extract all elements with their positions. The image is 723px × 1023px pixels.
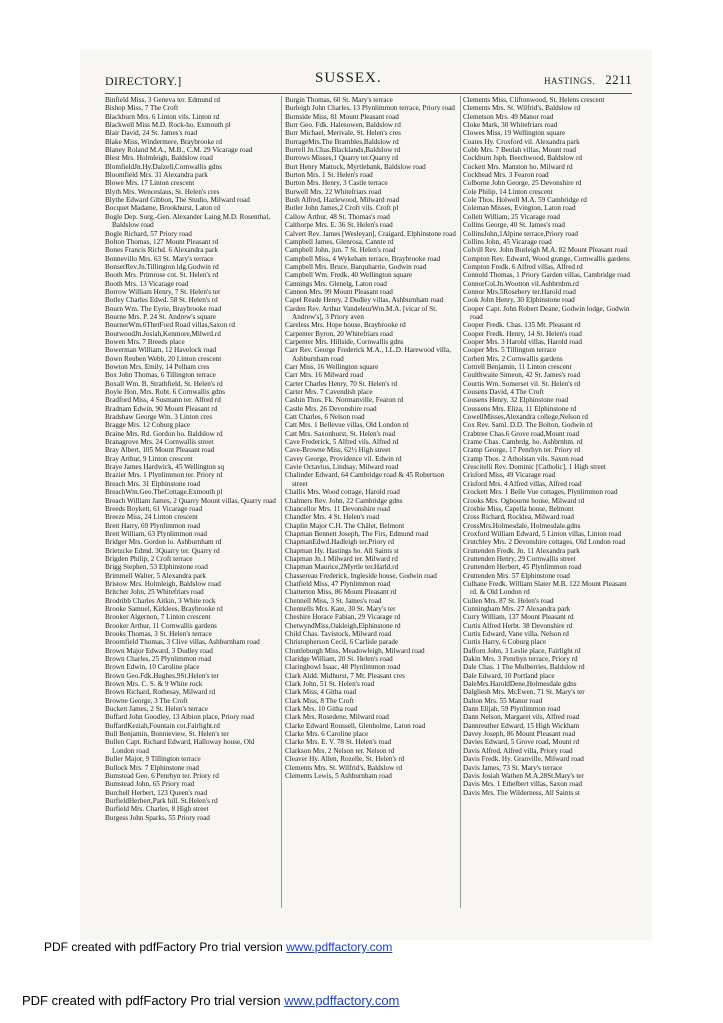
directory-entry: Bristow Mrs. Holmleigh, Baldslow road bbox=[105, 579, 221, 588]
directory-entry: Bown Reuben Webb, 20 Linton crescent bbox=[105, 354, 222, 363]
directory-entry: Chapman Bennett Joseph, The Firs, Edmund road bbox=[285, 529, 429, 538]
directory-entry: Brown Charles, 25 Plynlimmon road bbox=[105, 655, 212, 664]
directory-entry: Bogle Richard, 57 Priory road bbox=[105, 229, 192, 238]
directory-entry: Carr Miss, 16 Wellington square bbox=[285, 363, 379, 371]
directory-entry: Burrell Jn.Chas.Blacklands,Baldslow rd bbox=[285, 146, 401, 155]
directory-entry: BoutwoodJn.Josiah,Kenmore,Milwrd.rd bbox=[105, 329, 221, 338]
directory-entry: Burton Mrs. 1 St. Helen's road bbox=[285, 171, 373, 180]
directory-entry: Child Chas. Tavistock, Milward road bbox=[285, 630, 392, 638]
directory-entry: Dann Elijah, 59 Plynlimmon road bbox=[463, 705, 561, 714]
directory-entry: Bumstead Geo. 6 Penrhyn ter. Priory rd bbox=[105, 771, 219, 780]
directory-entry: Burt Henry Mattock, Myrtlebank, Baldslow road bbox=[285, 162, 426, 171]
directory-entry: Challis Mrs. Wood cottage, Harold road bbox=[285, 488, 400, 497]
directory-entry: Collins George, 40 St. James's road bbox=[463, 221, 565, 230]
directory-entry: Burgess John Sparks, 55 Priory road bbox=[105, 813, 210, 822]
page-header bbox=[105, 70, 632, 92]
directory-entry: CowellMisses,Alexandra college,Nelson rd bbox=[463, 413, 588, 422]
directory-entry: Boxall Wm. B. Strathfield, St. Helen's rd bbox=[105, 379, 223, 388]
directory-entry: Burr Geo. Fdk. Halesowen, Baldslow rd bbox=[285, 121, 401, 130]
directory-entry: BournerWm.6ThetFord Road villas,Saxon rd bbox=[105, 321, 235, 330]
directory-entry: Browne George, 3 The Croft bbox=[105, 696, 188, 705]
directory-entry: Burton Mrs. Henry, 3 Castle terrace bbox=[285, 179, 388, 188]
directory-entry: Bones Francis Richd. 6 Alexandra park bbox=[105, 246, 218, 255]
directory-entry: Davis James, 73 St. Mary's terrace bbox=[463, 763, 563, 772]
directory-entry: Dannreuther Edward, 15 High Wickham bbox=[463, 721, 580, 730]
directory-entry: Cannon Mrs. 99 Mount Pleasant road bbox=[285, 287, 393, 296]
directory-entry: Collins John, 45 Vicarage road bbox=[463, 237, 552, 246]
directory-entry: Bowton Mrs. Emily, 14 Pelham cres bbox=[105, 363, 210, 371]
directory-entry: Campbell James, Glenrosa, Cannte rd bbox=[285, 237, 394, 246]
directory-entry: BreachWm.Geo.TheCottage.Exmouth pl bbox=[105, 488, 223, 497]
header-rule bbox=[105, 93, 632, 94]
directory-entry: Bourne Mrs. P. 24 St. Andrew's square bbox=[105, 312, 216, 321]
directory-entry: Blest Mrs. Holmleigh, Baldslow road bbox=[105, 154, 213, 163]
header-town-label: HASTINGS. bbox=[544, 76, 596, 86]
directory-entry: Bray Arthur, 9 Linton crescent bbox=[105, 454, 193, 463]
directory-entry: Blackwell Miss M.D. Rock-ho. Exmouth pl bbox=[105, 121, 231, 130]
directory-entry: Chassereau Frederick, Ingleside house, Godwin road bbox=[285, 571, 437, 580]
directory-entry: Bradshaw George Wm. 3 Linton cres bbox=[105, 413, 213, 422]
directory-entry: Clements Mrs. St. Wilfrid's, Baldslow rd bbox=[285, 763, 403, 772]
directory-entry: Bull Benjamin, Bonnieview, St. Helen's ter bbox=[105, 730, 229, 739]
directory-entry: Cooper Mrs. 5 Tillington terrace bbox=[463, 346, 557, 355]
directory-entry: Davis Alfred, Alfred villa, Priory road bbox=[463, 746, 573, 755]
directory-entry: Colvill Rev. John Burleigh M.A. 82 Mount Pleasant road bbox=[463, 246, 628, 255]
directory-entry: Brett William, 63 Plynlimmon road bbox=[105, 529, 207, 538]
directory-entry: Burleigh John Charles, 13 Plynlimmon terrace, Priory road bbox=[285, 104, 455, 113]
scanned-page bbox=[80, 50, 652, 940]
directory-entry: Britcher John, 25 Whitefriars road bbox=[105, 588, 204, 597]
directory-entry: Connold Thomas, 1 Priory Garden villas, Cambridge road bbox=[463, 271, 630, 280]
directory-entry: Blyth Mrs. Wenceslaus, St. Helen's cres bbox=[105, 187, 220, 196]
directory-entry: Crutchley Mrs. 2 Devonshire cottages, Old London road bbox=[463, 538, 626, 547]
directory-entry: Bowen Mrs. 7 Breeds place bbox=[105, 337, 185, 346]
directory-entry: Dale Chas. 1 The Mulberries, Baldslow rd bbox=[463, 663, 585, 672]
directory-entry: Dale Edward, 10 Portland place bbox=[463, 671, 555, 680]
directory-entry: Connor Mrs.5Rosebery ter.Harold road bbox=[463, 287, 576, 296]
directory-entry: Cavey George, Providence vil. Edwin rd bbox=[285, 454, 402, 463]
directory-entry: Burr Michael, Merivale, St. Helen's cres bbox=[285, 129, 401, 138]
directory-entry: Dalton Mrs. 55 Manor road bbox=[463, 696, 543, 705]
pdf-watermark-inner bbox=[44, 940, 392, 954]
directory-entry: Bolton Thomas, 127 Mount Pleasant rd bbox=[105, 237, 219, 246]
directory-entry: Brimmell Walter, 5 Alexandra park bbox=[105, 571, 206, 580]
directory-entry: Campbell Mrs. Bruce, Barquharrie, Godwin road bbox=[285, 262, 427, 271]
directory-entry: Curtis Harry, 6 Coburg place bbox=[463, 638, 547, 647]
column-divider bbox=[281, 96, 282, 908]
directory-entry: Chalinder Edward, 64 Cambridge road & 45 Robertson street bbox=[285, 471, 445, 488]
directory-entry: Cruttenden Mrs. 57 Elphinstone road bbox=[463, 571, 570, 580]
directory-entry: Bush Alfred, Hazlewood, Milward road bbox=[285, 196, 400, 205]
directory-entry: Chandler Mrs. 4 St. Helen's road bbox=[285, 513, 380, 522]
directory-entry: Blythe Edward Gibbon, The Studio, Milward road bbox=[105, 196, 250, 205]
directory-entry: Cramp George, 17 Penrhyn ter. Priory rd bbox=[463, 446, 581, 455]
directory-entry: Breeze Miss, 24 Linton crescent bbox=[105, 513, 198, 522]
directory-entry: Brown Edwin, 10 Caroline place bbox=[105, 663, 200, 672]
directory-entry: Cottrell Benjamin, 11 Linton crescent bbox=[463, 363, 572, 371]
directory-entry: Brooks Thomas, 3 St. Helen's terrace bbox=[105, 630, 212, 638]
directory-entry: Davey Joseph, 86 Mount Pleasant road bbox=[463, 730, 576, 739]
directory-entry: Cobb Mrs. 7 Beulah villas, Mount road bbox=[463, 146, 576, 155]
directory-entry: Cloke Mark, 30 Whitefriars road bbox=[463, 121, 558, 130]
directory-entry: Cole Philip, 14 Linton crescent bbox=[463, 187, 553, 196]
directory-entry: Coleman Misses, Evington, Laton road bbox=[463, 204, 576, 213]
directory-entry: Brown Mrs. C. S. & 9 White rock bbox=[105, 680, 203, 689]
directory-entry: Curtis Edward, Vane villa, Nelson rd bbox=[463, 630, 569, 638]
directory-entry: Breach Mrs. 31 Elphinstone road bbox=[105, 479, 201, 488]
watermark-link[interactable]: www.pdffactory.com bbox=[284, 993, 400, 1008]
directory-entry: Cramp Thos. 2 Atholstan vils. Saxon road bbox=[463, 454, 584, 463]
directory-entry: Bridger Mrs. Gordon lo. Ashburnham rd bbox=[105, 538, 222, 547]
directory-entry: Brown Major Edward, 3 Dudley road bbox=[105, 646, 213, 655]
directory-entry: Clarke Edward Roussell, Glenholme, Laton road bbox=[285, 721, 426, 730]
directory-entry: Calthorpe Mrs. E. 36 St. Helen's road bbox=[285, 221, 393, 230]
directory-entry: Blowe Mrs. 17 Linton crescent bbox=[105, 179, 195, 188]
directory-entry: Chatterton Miss, 86 Mount Pleasant rd bbox=[285, 588, 397, 597]
directory-entry: Davis Mrs. The Wilderness, All Saints st bbox=[463, 788, 580, 797]
directory-entry: Booth Mrs. Primrose cot. St. Helen's rd bbox=[105, 271, 219, 280]
directory-entry: Castle Mrs. 26 Devonshire road bbox=[285, 404, 377, 413]
directory-entry: Broomfield Thomas, 3 Clive villas, Ashburnham road bbox=[105, 638, 260, 647]
directory-entry: Culhane Fredk. William Slater M.B. 122 Mount Pleasant rd. & Old London rd bbox=[463, 579, 627, 597]
directory-entry: Bullen Capt. Richard Edward, Halloway house, Old London road bbox=[105, 738, 255, 755]
directory-entry: Burchell Herbert, 123 Queen's road bbox=[105, 788, 208, 797]
watermark-text: PDF created with pdfFactory Pro trial version bbox=[44, 940, 287, 954]
directory-entry: Clark Aldd. Midhurst, 7 Mt. Pleasant cres bbox=[285, 671, 405, 680]
directory-entry: Chennell Miss, 3 St. James's road bbox=[285, 596, 382, 605]
directory-entry: Compton Rev. Edward, Wood grange, Cornwallis gardens bbox=[463, 254, 630, 263]
directory-entry: Breach William James, 2 Quarry Mount villas, Quarry road bbox=[105, 496, 276, 505]
directory-entry: Chapman Hy. Hastings ho. All Saints st bbox=[285, 546, 399, 555]
directory-entry: Colborne John George, 25 Devonshire rd bbox=[463, 179, 582, 188]
directory-entry: Corbett Mrs. 2 Cornwallis gardens bbox=[463, 354, 563, 363]
directory-entry: Booth Mrs. 13 Vicarage road bbox=[105, 279, 189, 288]
directory-entry: Bowerman William, 12 Havelock road bbox=[105, 346, 217, 355]
directory-entry: Cooper Fredk. Chas. 135 Mt. Pleasant rd bbox=[463, 321, 581, 330]
directory-entry: Claridge William, 20 St. Helen's road bbox=[285, 655, 393, 664]
directory-entry: Blair David, 24 St. James's road bbox=[105, 129, 198, 138]
directory-entry: Bullock Mrs. 7 Elphinstone road bbox=[105, 763, 200, 772]
directory-entry: Bourn Wm. The Eyrie, Braybrooke road bbox=[105, 304, 222, 313]
directory-entry: Crescitelli Rev. Dominic [Catholic], 1 High street bbox=[463, 463, 606, 472]
directory-entry: Clark Mrs. Rosedene, Milward road bbox=[285, 713, 389, 722]
directory-entry: Calvert Rev. James [Wesleyan], Craigard, Elphinstone road bbox=[285, 229, 456, 238]
directory-entry: Cullen Mrs. 87 St. Helen's road bbox=[463, 596, 554, 605]
directory-entry: Crisford Miss, 49 Vicarage road bbox=[463, 471, 556, 480]
directory-entry: Bradnam Edwin, 90 Mount Pleasant rd bbox=[105, 404, 218, 413]
header-right bbox=[544, 72, 632, 88]
directory-entry: Braye James Hardwick, 45 Wellington sq bbox=[105, 463, 225, 472]
directory-entry: CollinsJohn,1Alpine terrace,Priory road bbox=[463, 229, 578, 238]
directory-entry: Clements Mrs. St. Wilfrid's, Baldslow rd bbox=[463, 104, 581, 113]
directory-entry: BuffardKeziah,Fountain cot.Fairlight.rd bbox=[105, 721, 220, 730]
directory-entry: Cruttenden Fredk. Jn. 11 Alexandra park bbox=[463, 546, 580, 555]
directory-entry: Box John Thomas, 6 Tillington terrace bbox=[105, 371, 216, 380]
directory-entry: Crame Chas. Cambrdg. ho. Ashbrnhm. rd bbox=[463, 438, 583, 447]
directory-entry: Brooke Samuel, Kirklees, Braybrooke rd bbox=[105, 604, 223, 613]
directory-entry: Clark Mrs. 10 Githa road bbox=[285, 705, 358, 714]
directory-entry: Campbell Miss, 4 Wykeham terrace, Braybrooke road bbox=[285, 254, 441, 263]
directory-entry: Davis Josiah Wathen M.A.28St.Mary's ter bbox=[463, 771, 584, 780]
directory-entry: Cleaver Hy. Allen, Rozelle, St. Helen's rd bbox=[285, 755, 405, 764]
directory-entry: Dalgliesh Mrs. McEwen, 71 St. Mary's ter bbox=[463, 688, 585, 697]
directory-entry: Capel Reade Henry, 2 Dudley villas, Ashburnham road bbox=[285, 296, 444, 305]
directory-entry: Clark Miss, 8 The Croft bbox=[285, 696, 354, 705]
directory-entry: Brazier Mrs. 1 Plynlimmon ter. Priory rd bbox=[105, 471, 223, 480]
directory-entry: Coates Hy. Croxford vil. Alexandra park bbox=[463, 137, 580, 146]
directory-entry: Davis Fredk. Hy. Granville, Milward road bbox=[463, 755, 584, 764]
directory-entry: Campbell Wm. Fredk. 40 Wellington square bbox=[285, 271, 413, 280]
directory-entry: Butler John James,2 Croft vils. Croft pl bbox=[285, 204, 399, 213]
directory-entry: Brigg Stephen, 53 Elphinstone road bbox=[105, 563, 208, 572]
directory-entry: Cave Frederick, 5 Alfred vils. Alfred rd bbox=[285, 438, 399, 447]
directory-entry: Carpenter Mrs. Hillside, Cornwallis gdns bbox=[285, 337, 404, 346]
directory-entry: Chancellor Mrs. 11 Devonshire road bbox=[285, 504, 390, 513]
directory-entry: Cousens Henry, 32 Elphinstone road bbox=[463, 396, 569, 405]
directory-entry: Brietzcke Edmd. 3Quarry ter. Quarry rd bbox=[105, 546, 220, 555]
directory-entry: BurfieldHerbert,Park hill. St.Helen's rd bbox=[105, 796, 218, 805]
directory-entry: Borrow William Henry, 7 St. Helen's ter bbox=[105, 287, 221, 296]
directory-entry: Branagrove Mrs. 24 Cornwallis street bbox=[105, 438, 214, 447]
directory-entry: Buckett James, 2 St. Helen's terrace bbox=[105, 705, 208, 714]
directory-entry: Catt Mrs. 1 Bellevue villas, Old London rd bbox=[285, 421, 409, 430]
directory-column-2 bbox=[285, 96, 457, 780]
directory-entry: Binfield Miss, 3 Geneva ter. Edmund rd bbox=[105, 96, 220, 104]
directory-entry: Curtis Alfred Herbt. 38 Devonshire rd bbox=[463, 621, 573, 630]
directory-entry: Chapman Jn.1 Milward ter. Milward rd bbox=[285, 554, 398, 563]
directory-entry: Cooper Fredk. Henry, 14 St. Helen's road bbox=[463, 329, 582, 338]
directory-entry: Cross Richard, Rocklea, Milward road bbox=[463, 513, 574, 522]
directory-entry: Clarke Mrs. E. V. 78 St. Helen's road bbox=[285, 738, 392, 747]
directory-entry: Carter Mrs. 7 Cavendish place bbox=[285, 388, 373, 397]
directory-entry: Chaplin Major C.H. The Châlet, Belmont bbox=[285, 521, 405, 530]
directory-entry: Cook John Henry, 30 Elphinstone road bbox=[463, 296, 575, 305]
directory-entry: CrossMrs.Holmesdale, Holmesdale.gdns bbox=[463, 521, 581, 530]
directory-entry: Clarke Mrs. 6 Caroline place bbox=[285, 730, 369, 739]
directory-entry: Claringbowl Isaac, 48 Plynlimmon road bbox=[285, 663, 401, 672]
directory-entry: Cheshire Horace Fabian, 29 Vicarage rd bbox=[285, 613, 401, 622]
directory-entry: Carden Rev. Arthur VandeleurWm.M.A. [vicar of St. Andrew's], 3 Priory aven bbox=[285, 304, 438, 321]
directory-entry: Cockett Mrs. Manston ho. Milward rd bbox=[463, 162, 573, 171]
directory-entry: Dann Nelson, Margaret vils, Alfred road bbox=[463, 713, 580, 722]
directory-entry: BurrageMrs.The Brambles,Baldslow rd bbox=[285, 137, 399, 146]
directory-column-1 bbox=[105, 96, 277, 822]
directory-entry: Bradford Miss, 4 Susmann ter. Alfred rd bbox=[105, 396, 221, 405]
page-number: 2211 bbox=[605, 72, 632, 87]
directory-entry: Crooks Mrs. Ogbourne house, Milward rd bbox=[463, 496, 585, 505]
directory-entry: Boyle Hon. Mrs. Robt. 6 Cornwallis gdns bbox=[105, 388, 225, 397]
directory-entry: Cockburn Jsph. Beechwood, Baldslow rd bbox=[463, 154, 582, 163]
directory-entry: Catt Mrs. Saxonhurst, St. Helen's road bbox=[285, 429, 396, 438]
directory-entry: Cousens David, 4 The Croft bbox=[463, 388, 544, 397]
directory-entry: Davis Mrs. 1 Ethelbert villas, Saxon road bbox=[463, 780, 582, 789]
directory-entry: Carr Mrs. 16 Milward road bbox=[285, 371, 364, 380]
directory-entry: Cole Thos. Holwell M.A. 59 Cambridge rd bbox=[463, 196, 587, 205]
directory-entry: Cruttenden Herbert, 45 Plynlimmon road bbox=[463, 563, 582, 572]
directory-entry: Brett Harry, 69 Plynlimmon road bbox=[105, 521, 201, 530]
directory-entry: Coussens Mrs. Eliza, 11 Elphinstone rd bbox=[463, 404, 577, 413]
directory-entry: Breeds Boykett, 61 Vicarage road bbox=[105, 504, 203, 513]
directory-entry: Burwell Mrs. 22 Whitefriars road bbox=[285, 187, 382, 196]
directory-entry: Crisford Mrs. 4 Alfred villas, Alfred road bbox=[463, 479, 582, 488]
directory-entry: Campbell John, jun. 7 St. Helen's road bbox=[285, 246, 396, 255]
directory-entry: Cooper Capt. John Robert Deane, Godwin lodge, Godwin road bbox=[463, 304, 630, 321]
directory-entry: Bragge Mrs. 12 Coburg place bbox=[105, 421, 191, 430]
directory-entry: Burgin Thomas, 60 St. Mary's terrace bbox=[285, 96, 393, 104]
directory-entry: Bonnevillo Mrs. 63 St. Mary's terrace bbox=[105, 254, 214, 263]
directory-entry: DaleMrs.HaroldDene,Holmesdale gdns bbox=[463, 680, 577, 689]
directory-entry: Chuttleburgh Miss, Meadowleigh, Milward road bbox=[285, 646, 425, 655]
directory-entry: Brown Richard, Rothesay, Milward rd bbox=[105, 688, 216, 697]
directory-entry: Clowes Miss, 19 Wellington square bbox=[463, 129, 566, 138]
directory-entry: Cannings Mrs. Glenelg, Laton road bbox=[285, 279, 387, 288]
directory-entry: Clemetson Mrs. 49 Manor road bbox=[463, 112, 554, 121]
directory-entry: Courtis Wm. Somerset vil. St. Helen's rd bbox=[463, 379, 581, 388]
directory-entry: Curry William, 137 Mount Pleasant rd bbox=[463, 613, 574, 622]
directory-entry: Clark John, 51 St. Helen's road bbox=[285, 680, 375, 689]
directory-entry: Cockhead Mrs. 3 Fearon road bbox=[463, 171, 549, 180]
directory-entry: Cunningham Mrs. 27 Alexandra park bbox=[463, 604, 571, 613]
directory-entry: Cave-Browne Miss, 62½ High street bbox=[285, 446, 391, 455]
directory-entry: Christopherson Cecil, 6 Carlisle parade bbox=[285, 638, 399, 647]
directory-entry: Buller Major, 9 Tillington terrace bbox=[105, 755, 201, 764]
directory-entry: Bocquet Madame, Brookhurst, Laton rd bbox=[105, 204, 220, 213]
directory-entry: Brigden Philip, 2 Croft terrace bbox=[105, 554, 193, 563]
directory-entry: Clements Miss, Cliftonwood, St. Helens crescent bbox=[463, 96, 605, 104]
directory-entry: Cruttenden Henry, 29 Cornwallis street bbox=[463, 554, 576, 563]
directory-entry: Dakin Mrs. 3 Penrhyn terrace, Priory rd bbox=[463, 655, 578, 664]
directory-entry: BlomfieldJn.Hy.Dalzell,Cornwallis gdns bbox=[105, 162, 222, 171]
header-section-label: DIRECTORY.] bbox=[105, 74, 182, 88]
header-county-title: SUSSEX. bbox=[315, 70, 382, 86]
directory-entry: Carter Charles Henry, 70 St. Helen's rd bbox=[285, 379, 398, 388]
directory-entry: ChapmanEdwd.Hadleigh ter.Priory rd bbox=[285, 538, 394, 547]
directory-entry: Brown Geo.Fdk.Hughes,9St.Helen's ter bbox=[105, 671, 219, 680]
directory-entry: Burrows Misses,1 Quarry ter.Quarry rd bbox=[285, 154, 398, 163]
directory-entry: Chennells Mrs. Kate, 30 St. Mary's ter bbox=[285, 604, 396, 613]
directory-entry: Botley Charles Edwd. 58 St. Helen's rd bbox=[105, 296, 218, 305]
directory-entry: Cavie Octavius, Lindsay, Milward road bbox=[285, 463, 399, 472]
column-divider bbox=[460, 96, 461, 908]
directory-entry: Carr Rev. George Frederick M.A., LL.D. Harewood villa, Ashburnham road bbox=[285, 346, 451, 363]
directory-entry: Crockett Mrs. 1 Belle Vue cottages, Plynlimmon road bbox=[463, 488, 618, 497]
directory-entry: Cashin Thos. Fk. Normanville, Fearon rd bbox=[285, 396, 404, 405]
directory-entry: Brooker Algernon, 7 Linton crescent bbox=[105, 613, 211, 622]
pdf-watermark-outer bbox=[22, 993, 399, 1008]
directory-entry: Blaney Roland M.A., M.B., C.M. 29 Vicarage road bbox=[105, 146, 253, 155]
directory-entry: Croxford William Edward, 5 Linton villas, Linton road bbox=[463, 529, 622, 538]
directory-entry: Clements Lewis, 5 Ashburnham road bbox=[285, 771, 392, 780]
directory-entry: Bishop Miss, 7 The Croft bbox=[105, 104, 179, 113]
directory-entry: Crosbie Miss, Capella house, Belmont bbox=[463, 504, 574, 513]
directory-entry: Brooker Arthur, 11 Cornwallis gardens bbox=[105, 621, 217, 630]
directory-entry: Burfield Mrs. Charles, 8 High street bbox=[105, 805, 209, 814]
directory-entry: Chatfield Miss, 47 Plynlimmon road bbox=[285, 579, 391, 588]
directory-entry: ConnorCol.Jn.Wootton vil.Ashbrnhm.rd bbox=[463, 279, 579, 288]
directory-entry: Catt Charles, 6 Nelson road bbox=[285, 413, 365, 422]
directory-entry: Dafforn John, 3 Leslie place, Fairlight rd bbox=[463, 646, 581, 655]
directory-entry: Cox Rev. Saml. D.D. The Bolton, Godwin rd bbox=[463, 421, 593, 430]
directory-entry: Buffard John Goodley, 13 Albion place, Priory road bbox=[105, 713, 254, 722]
directory-entry: Chapman Maurice,2Myrtle ter.Harld.rd bbox=[285, 563, 399, 572]
directory-entry: BonserRev.Jn.Tillington ldg.Godwin rd bbox=[105, 262, 219, 271]
directory-entry: Burnside Miss, 81 Mount Pleasant road bbox=[285, 112, 399, 121]
directory-entry: Chalmers Rev. John, 22 Cambridge gdns bbox=[285, 496, 403, 505]
directory-entry: Callow Arthur, 48 St. Thomas's road bbox=[285, 212, 390, 221]
directory-column-3 bbox=[463, 96, 635, 797]
directory-entry: Clarkson Mrs. 2 Nelson ter. Nelson rd bbox=[285, 746, 395, 755]
watermark-text: PDF created with pdfFactory Pro trial version bbox=[22, 993, 285, 1008]
directory-entry: Bray Albert, 105 Mount Pleasant road bbox=[105, 446, 215, 455]
watermark-link[interactable]: www.pdffactory.com bbox=[286, 940, 393, 954]
directory-entry: Bogle Dep. Surg.-Gen. Alexander Laing M.D. Rosenthal, Baldslow road bbox=[105, 212, 271, 230]
directory-entry: ChetwyndMiss,Oakleigh,Elphinstone rd bbox=[285, 621, 401, 630]
directory-entry: Collett William, 25 Vicarage road bbox=[463, 212, 561, 221]
directory-entry: Davies Edward, 5 Grove road, Mount rd bbox=[463, 738, 580, 747]
directory-entry: Brodribb Charles Aitkin, 3 White rock bbox=[105, 596, 216, 605]
directory-entry: Compton Fredk. 6 Alfred villas, Alfred rd bbox=[463, 262, 583, 271]
directory-entry: Coulthwaite Simeon, 42 St. James's road bbox=[463, 371, 581, 380]
directory-entry: Blackburn Mrs. 6 Linton vils. Linton rd bbox=[105, 112, 220, 121]
directory-entry: Bumstead John, 65 Priory road bbox=[105, 780, 195, 789]
directory-entry: Bloomfield Mrs. 31 Alexandra park bbox=[105, 171, 208, 180]
directory-entry: Careless Mrs. Hope house, Braybrooke rd bbox=[285, 321, 406, 330]
directory-entry: Cooper Mrs. 3 Harold villas, Harold road bbox=[463, 337, 582, 346]
directory-entry: Clark Miss, 4 Githa road bbox=[285, 688, 357, 697]
directory-entry: Braine Mrs. Rd. Gordon ho. Baldslow rd bbox=[105, 429, 223, 438]
directory-entry: Blake Miss, Windermere, Braybrooke rd bbox=[105, 137, 222, 146]
directory-entry: Crabtree Chas.6 Grove road,Mount road bbox=[463, 429, 580, 438]
directory-entry: Carpenter Byron, 20 Whitefriars road bbox=[285, 329, 393, 338]
